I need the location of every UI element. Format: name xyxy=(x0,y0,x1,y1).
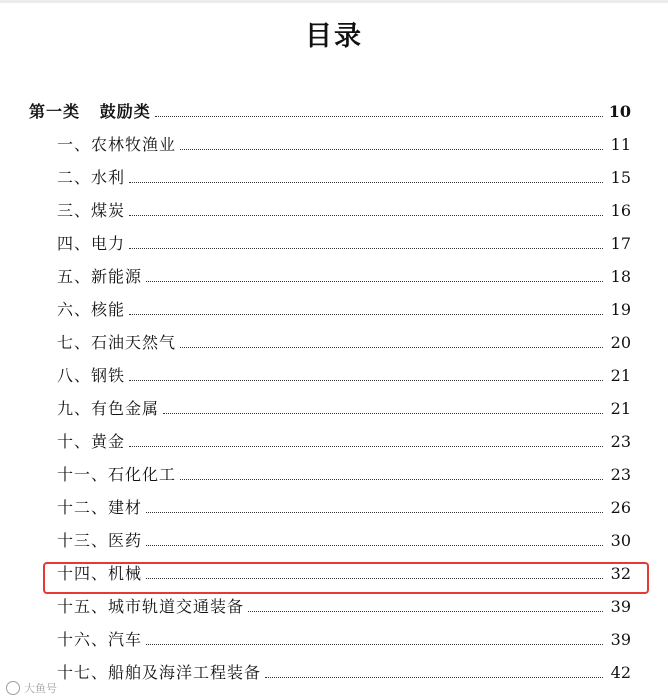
toc-item-label: 十四、机械 xyxy=(57,564,143,583)
toc-page-number: 23 xyxy=(610,432,631,451)
toc-dot-leader xyxy=(129,247,603,249)
page-title: 目录 xyxy=(305,21,363,52)
toc-item-automotive[interactable] xyxy=(57,624,631,650)
toc-item-label: 十二、建材 xyxy=(57,498,143,517)
toc-page-number: 26 xyxy=(610,498,631,517)
toc-page-number: 16 xyxy=(610,201,631,220)
toc-item-petrochemical[interactable] xyxy=(57,459,631,485)
toc-dot-leader xyxy=(265,676,603,678)
toc-dot-leader xyxy=(146,544,603,546)
toc-dot-leader xyxy=(129,214,603,216)
toc-item-nuclear[interactable] xyxy=(57,294,631,320)
watermark xyxy=(6,680,57,696)
toc-item-gold[interactable] xyxy=(57,426,631,452)
toc-dot-leader xyxy=(129,181,603,183)
toc-item-label: 七、石油天然气 xyxy=(57,333,177,352)
toc-page-number: 18 xyxy=(610,267,631,286)
toc-page-number: 21 xyxy=(610,366,631,385)
toc-dot-leader xyxy=(129,445,603,447)
toc-page-number: 42 xyxy=(610,663,631,682)
toc-item-label: 九、有色金属 xyxy=(57,399,160,418)
toc-page-number: 10 xyxy=(608,102,631,121)
toc-item-steel[interactable] xyxy=(57,360,631,386)
toc-page-number: 11 xyxy=(610,135,631,154)
toc-item-building-materials[interactable] xyxy=(57,492,631,518)
toc-dot-leader xyxy=(155,115,603,117)
toc-dot-leader xyxy=(248,610,603,612)
toc-dot-leader xyxy=(163,412,603,414)
toc-item-label: 三、煤炭 xyxy=(57,201,126,220)
toc-item-label: 十一、石化化工 xyxy=(57,465,177,484)
toc-page-number: 15 xyxy=(610,168,631,187)
toc-dot-leader xyxy=(146,643,603,645)
toc-item-label: 二、水利 xyxy=(57,168,126,187)
highlight-box xyxy=(43,562,649,594)
toc-item-label: 十、黄金 xyxy=(57,432,126,451)
toc-page-number: 19 xyxy=(610,300,631,319)
toc-item-agriculture[interactable] xyxy=(57,129,631,155)
toc-category-label: 第一类 鼓励类 xyxy=(29,102,151,121)
toc-item-pharma[interactable] xyxy=(57,525,631,551)
toc-page-number: 30 xyxy=(610,531,631,550)
toc-dot-leader xyxy=(146,280,603,282)
toc-page-number: 17 xyxy=(610,234,631,253)
toc-item-shipbuilding[interactable] xyxy=(57,657,631,683)
toc-item-coal[interactable] xyxy=(57,195,631,221)
watermark-text: 大鱼号 xyxy=(24,682,57,695)
toc-item-label: 五、新能源 xyxy=(57,267,143,286)
toc-item-nonferrous[interactable] xyxy=(57,393,631,419)
page-top-edge xyxy=(0,0,668,3)
toc-dot-leader xyxy=(180,148,603,150)
toc-item-label: 六、核能 xyxy=(57,300,126,319)
toc-item-oil-gas[interactable] xyxy=(57,327,631,353)
toc-item-label: 十七、船舶及海洋工程装备 xyxy=(57,663,262,682)
toc-item-label: 十三、医药 xyxy=(57,531,143,550)
toc-dot-leader xyxy=(146,511,603,513)
toc-item-new-energy[interactable] xyxy=(57,261,631,287)
watermark-logo-icon xyxy=(6,681,20,695)
toc-page-number: 32 xyxy=(610,564,631,583)
toc-page-number: 39 xyxy=(610,630,631,649)
toc-item-label: 十五、城市轨道交通装备 xyxy=(57,597,245,616)
toc-page-number: 23 xyxy=(610,465,631,484)
toc-dot-leader xyxy=(180,478,603,480)
toc-dot-leader xyxy=(129,313,603,315)
toc-page-number: 21 xyxy=(610,399,631,418)
toc-dot-leader xyxy=(180,346,603,348)
toc-item-power[interactable] xyxy=(57,228,631,254)
toc-dot-leader xyxy=(129,379,603,381)
toc-page-number: 20 xyxy=(610,333,631,352)
toc-item-label: 一、农林牧渔业 xyxy=(57,135,177,154)
toc-item-label: 十六、汽车 xyxy=(57,630,143,649)
toc-item-label: 八、钢铁 xyxy=(57,366,126,385)
toc-item-rail-transit[interactable] xyxy=(57,591,631,617)
toc-category-row[interactable] xyxy=(29,96,631,122)
toc-item-label: 四、电力 xyxy=(57,234,126,253)
toc-page-number: 39 xyxy=(610,597,631,616)
toc-item-water[interactable] xyxy=(57,162,631,188)
